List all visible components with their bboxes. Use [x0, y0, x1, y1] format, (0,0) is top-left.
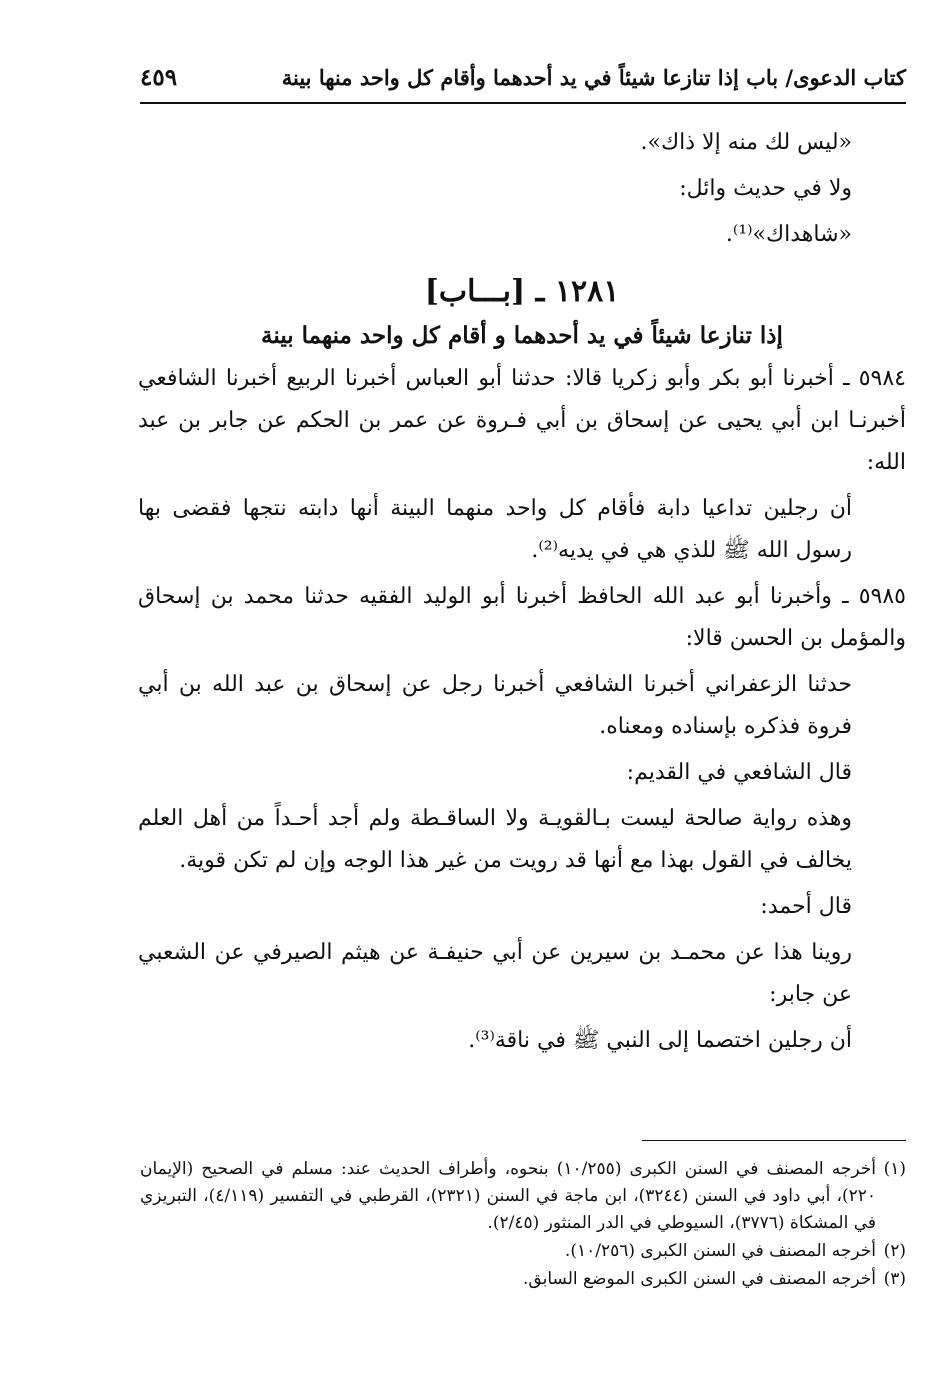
chapter-number: ١٢٨١ ـ [بـــاب] [424, 274, 620, 309]
hadith-text: أن رجلين تداعيا دابة فأقام كل واحد منهما البينة أنها دابته نتجها فقضى بها رسول الله ﷺ للذي هي في يديه⁽²⁾. [138, 496, 852, 563]
text-line: ولا في حديث وائل: [679, 176, 852, 201]
page-number: ٤٥٩ [140, 63, 178, 91]
main-text [138, 122, 906, 1066]
running-title: كتاب الدعوى/ باب إذا تنازعا شيئاً في يد أحدهما وأقام كل واحد منها بينة [281, 64, 906, 90]
commentary-text: وهذه رواية صالحة ليست بـالقويـة ولا الساقـطة ولم أجد أحـداً من أهل العلم يخالف في القول بهذا مع أنها قد رويت من غير هذا الوجه وإن لم تكن قوية. [138, 806, 852, 873]
commentary-label: قال أحمد: [760, 894, 852, 919]
page-header [140, 52, 906, 104]
text-line: «ليس لك منه إلا ذاك». [640, 130, 852, 155]
footnote-marker: (٣) [883, 1269, 906, 1289]
commentary-text: روينا هذا عن محمـد بن سيرين عن أبي حنيفـة عن هيثم الصيرفي عن الشعبي عن جابر: [138, 940, 852, 1007]
footnote-marker: (١) [883, 1159, 906, 1179]
hadith-text: أن رجلين اختصما إلى النبي ﷺ في ناقة⁽³⁾. [468, 1028, 852, 1053]
commentary-label: قال الشافعي في القديم: [626, 760, 852, 785]
hadith-paragraph: ٥٩٨٥ ـ وأخبرنا أبو عبد الله الحافظ أخبرنا أبو الوليد الفقيه حدثنا محمد بن إسحاق والمؤمل بن الحسن قالا: [138, 584, 906, 651]
footnote-text: أخرجه المصنف في السنن الكبرى (١٠/٢٥٥) بنحوه، وأطراف الحديث عند: مسلم في الصحيح (الإيمان ٢٢٠)، أبي داود في السنن (٣٢٤٤)، ابن ماجة في السنن (٢٣٢١)، القرطبي في التفسير (٤/١١٩)، التبريزي في المشكاة (٣٧٧٦)، السيوطي في الدر المنثور (٢/٤٥). [140, 1159, 876, 1233]
footnote-divider [642, 1140, 906, 1141]
footnotes [140, 1156, 906, 1294]
footnote-marker: (٢) [883, 1241, 906, 1261]
footnote [140, 1266, 906, 1293]
hadith-text: حدثنا الزعفراني أخبرنا الشافعي أخبرنا رجل عن إسحاق بن عبد الله بن أبي فروة فذكره بإسناده ومعناه. [138, 672, 852, 739]
chapter-heading [138, 268, 906, 356]
footnote-text: أخرجه المصنف في السنن الكبرى الموضع السابق. [523, 1269, 876, 1289]
footnote [140, 1238, 906, 1265]
footnote-text: أخرجه المصنف في السنن الكبرى (١٠/٢٥٦). [564, 1241, 876, 1261]
hadith-paragraph: ٥٩٨٤ ـ أخبرنا أبو بكر وأبو زكريا قالا: حدثنا أبو العباس أخبرنا الربيع أخبرنا الشافعي أخبرنـا ابن أبي يحيى عن إسحاق بن أبي فـروة عن عمر بن الحكم عن جابر بن عبد الله: [138, 366, 906, 475]
text-line: «شاهداك»⁽¹⁾. [725, 222, 852, 247]
chapter-title: إذا تنازعا شيئاً في يد أحدهما و أقام كل واحد منهما بينة [261, 322, 783, 349]
footnote [140, 1156, 906, 1237]
